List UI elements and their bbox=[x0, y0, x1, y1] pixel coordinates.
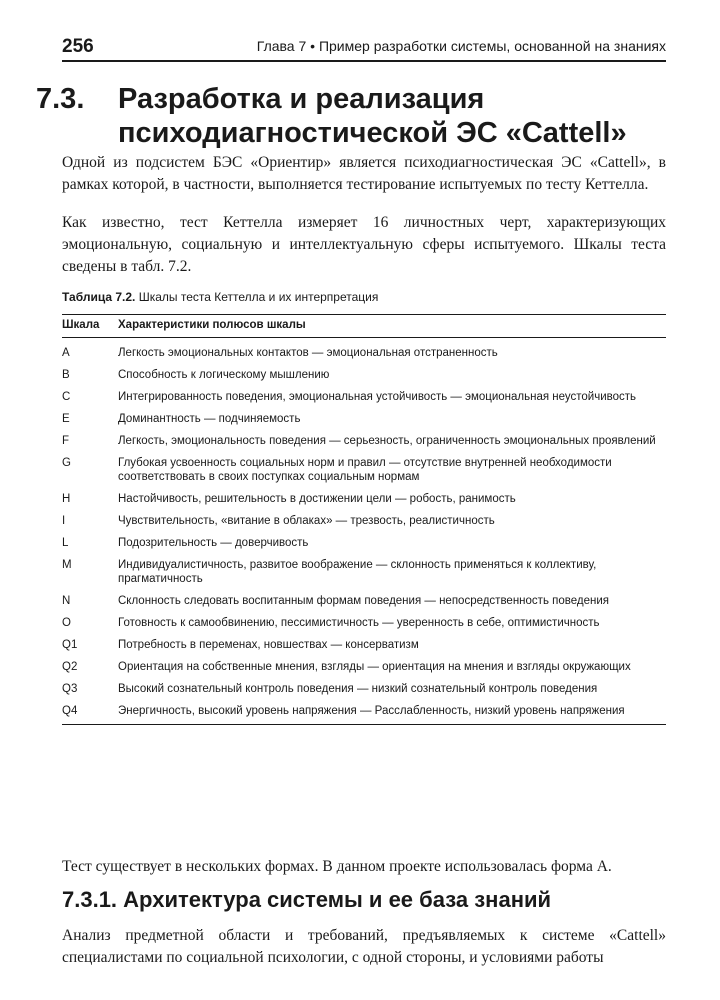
table-row bbox=[62, 630, 666, 652]
table-body bbox=[62, 338, 666, 724]
table-cell-characteristics: Легкость эмоциональных контактов — эмоциональная отстраненность bbox=[118, 347, 498, 359]
table-row bbox=[62, 652, 666, 674]
paragraph-2: Как известно, тест Кеттелла измеряет 16 личностных черт, характеризующих эмоциональную, социальную и интеллектуальную сферы испытуемого. Шкалы теста сведены в табл. 7.2. bbox=[62, 214, 666, 275]
table-cell-characteristics: Настойчивость, решительность в достижении цели — робость, ранимость bbox=[118, 493, 516, 505]
table-cell-scale: Q1 bbox=[62, 639, 78, 651]
table-cell-characteristics: Потребность в переменах, новшествах — консерватизм bbox=[118, 639, 419, 651]
table-row bbox=[62, 550, 666, 586]
page-number: 256 bbox=[62, 36, 94, 57]
table-row bbox=[62, 586, 666, 608]
table-cell-scale: H bbox=[62, 493, 71, 505]
table-cell-scale: M bbox=[62, 559, 72, 571]
paragraph-4: Анализ предметной области и требований, предъявляемых к системе «Cattell» специалистами по социальной психологии, с одной стороны, и условиями работы bbox=[62, 927, 666, 966]
table-cell-characteristics: Интегрированность поведения, эмоциональная устойчивость — эмоциональная неустойчивость bbox=[118, 391, 637, 403]
table-cell-scale: I bbox=[62, 515, 66, 527]
section-title bbox=[36, 82, 676, 150]
table-caption-text: Шкалы теста Кеттелла и их интерпретация bbox=[138, 290, 379, 304]
table-cell-scale: A bbox=[62, 347, 70, 359]
table-cell-characteristics: Легкость, эмоциональность поведения — серьезность, ограниченность эмоциональных проявлений bbox=[118, 435, 656, 447]
table-cell-characteristics: Склонность следовать воспитанным формам поведения — непосредственность поведения bbox=[118, 595, 609, 607]
table-cell-characteristics: Способность к логическому мышлению bbox=[118, 369, 330, 381]
scales-table bbox=[62, 290, 666, 725]
section-title-line1: Разработка и реализация bbox=[118, 83, 485, 115]
table-row bbox=[62, 528, 666, 550]
table-cell-characteristics: Глубокая усвоенность социальных норм и правил — отсутствие внутренней необходимости соответствовать в своих поступках социальным нормам bbox=[118, 457, 612, 483]
table-cell-characteristics: Ориентация на собственные мнения, взгляды — ориентация на мнения и взгляды окружающих bbox=[118, 661, 631, 673]
table-header-characteristics: Характеристики полюсов шкалы bbox=[118, 319, 306, 331]
subsection-title-text: Архитектура системы и ее база знаний bbox=[123, 887, 552, 912]
running-header bbox=[62, 36, 666, 60]
table-row bbox=[62, 484, 666, 506]
table-cell-characteristics: Высокий сознательный контроль поведения — низкий сознательный контроль поведения bbox=[118, 683, 598, 695]
subsection-title bbox=[62, 886, 666, 914]
table-cell-scale: Q3 bbox=[62, 683, 78, 695]
table-cell-scale: B bbox=[62, 369, 70, 381]
paragraph-3: Тест существует в нескольких формах. В данном проекте использовалась форма А. bbox=[62, 858, 612, 875]
table-cell-scale: F bbox=[62, 435, 70, 447]
section-number: 7.3. bbox=[36, 83, 85, 115]
table-caption-label: Таблица 7.2. bbox=[62, 290, 136, 304]
table-caption bbox=[62, 290, 666, 304]
table-row bbox=[62, 382, 666, 404]
table-row bbox=[62, 608, 666, 630]
table-header-scale: Шкала bbox=[62, 319, 100, 331]
table-header-row bbox=[62, 315, 666, 337]
paragraph-1: Одной из подсистем БЭС «Ориентир» является психодиагностическая ЭС «Cattell», в рамках которой, в частности, выполняется тестирование испытуемых по тесту Кеттелла. bbox=[62, 154, 666, 193]
header-rule bbox=[62, 60, 666, 62]
table-row bbox=[62, 696, 666, 718]
table-cell-scale: N bbox=[62, 595, 71, 607]
table-row bbox=[62, 448, 666, 484]
table-row bbox=[62, 426, 666, 448]
table-cell-characteristics: Подозрительность — доверчивость bbox=[118, 537, 309, 549]
table-bottom-rule bbox=[62, 724, 666, 725]
table-cell-characteristics: Готовность к самообвинению, пессимистичность — уверенность в себе, оптимистичность bbox=[118, 617, 600, 629]
table-cell-scale: Q4 bbox=[62, 705, 78, 717]
section-title-line2: психодиагностической ЭС «Cattell» bbox=[118, 117, 627, 149]
subsection-number: 7.3.1. bbox=[62, 887, 118, 912]
table-row bbox=[62, 338, 666, 360]
table-cell-characteristics: Энергичность, высокий уровень напряжения — Расслабленность, низкий уровень напряжения bbox=[118, 705, 625, 717]
table-row bbox=[62, 506, 666, 528]
table-cell-scale: E bbox=[62, 413, 70, 425]
table-row bbox=[62, 674, 666, 696]
table-row bbox=[62, 360, 666, 382]
table-cell-scale: O bbox=[62, 617, 71, 629]
table-cell-scale: C bbox=[62, 391, 71, 403]
table-cell-scale: L bbox=[62, 537, 69, 549]
table-cell-scale: G bbox=[62, 457, 71, 469]
table-cell-characteristics: Доминантность — подчиняемость bbox=[118, 413, 301, 425]
table-cell-characteristics: Чувствительность, «витание в облаках» — трезвость, реалистичность bbox=[118, 515, 495, 527]
table-row bbox=[62, 404, 666, 426]
table-cell-scale: Q2 bbox=[62, 661, 78, 673]
table-cell-characteristics: Индивидуалистичность, развитое воображение — склонность применяться к коллективу, прагматичность bbox=[118, 559, 597, 585]
running-title: Глава 7 • Пример разработки системы, основанной на знаниях bbox=[256, 38, 666, 54]
